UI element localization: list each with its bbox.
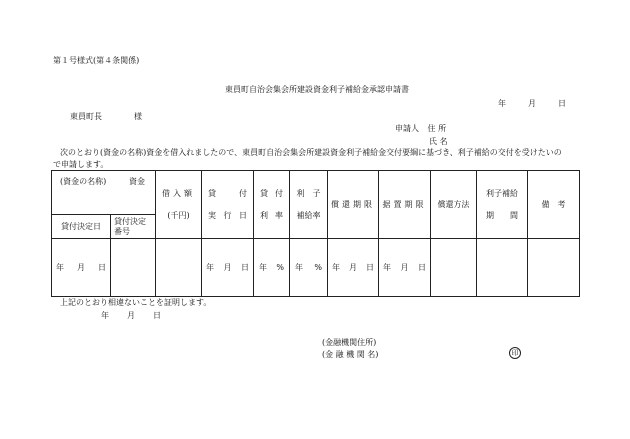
row-month-2: 月 (223, 262, 232, 272)
row-day-5: 日 (366, 262, 374, 272)
row-day-6: 日 (418, 262, 426, 272)
row-day-2: 日 (241, 262, 249, 272)
subsidy-period-top: 利子補給 (486, 189, 518, 199)
header-loan-rate (254, 171, 290, 239)
interest-label: 利 子 (296, 189, 321, 199)
row-percent-1: % (276, 262, 284, 272)
loan-right: 付 (239, 189, 247, 199)
fund-name-label: (資金の名称) (60, 177, 107, 186)
row-year-3: 年 (259, 262, 267, 272)
row-year-4: 年 (295, 262, 303, 272)
seal-mark: 印 (509, 347, 521, 359)
loan-left: 貸 (208, 189, 216, 199)
certify-month: 月 (127, 311, 135, 320)
header-remarks: 備 考 (528, 171, 580, 239)
row-month-6: 月 (400, 262, 409, 272)
certify-text: 上記のとおり相違ないことを証明します。 (60, 298, 212, 307)
cell-exec-date[interactable] (202, 239, 254, 297)
cell-decision-date[interactable] (52, 239, 111, 297)
applicant-address-label: 住 所 (427, 124, 447, 133)
header-subsidy-period (477, 171, 528, 239)
cell-loan-amount[interactable] (156, 239, 202, 297)
addressee-name: 東員町長 (70, 112, 102, 121)
header-loan-amount (156, 171, 202, 239)
rate-left: 利 (260, 210, 268, 220)
row-year-2: 年 (206, 262, 214, 272)
cell-decision-no[interactable] (111, 239, 156, 297)
applicant-label: 申請人 (395, 124, 419, 133)
cell-repay-method[interactable] (431, 239, 477, 297)
applicant-name-label: 氏 名 (429, 137, 448, 146)
header-repay-method: 償還方法 (431, 171, 477, 239)
addressee-honorific: 様 (134, 112, 142, 121)
exec-right: 日 (239, 210, 247, 220)
cell-repay-period[interactable] (328, 239, 379, 297)
subsidy-period-bottom: 期 間 (486, 210, 518, 220)
row-year-1: 年 (56, 262, 64, 272)
date-year: 年 (498, 99, 506, 108)
cell-deferral-period[interactable] (379, 239, 431, 297)
loan-amount-label: 借入額 (162, 189, 195, 199)
rate-right: 率 (275, 210, 283, 220)
fund-label: 資金 (129, 177, 145, 186)
application-table (51, 170, 580, 297)
applicant-address (395, 125, 446, 133)
date-month: 月 (528, 99, 536, 108)
exec-mid: 行 (223, 210, 232, 220)
document-title: 東員町自治会集会所建設資金利子補給金承認申請書 (225, 85, 409, 94)
header-loan-decision-date: 貸付決定日 (52, 215, 111, 239)
certify-year: 年 (101, 311, 109, 320)
header-loan-decision-no (111, 215, 156, 239)
body-text-line1: 次のとおり(資金の名称)資金を借入れましたので、東員町自治会集会所建設資金利子補給金交付要綱に基づき、利子補給の交付を受けたいの (60, 148, 562, 157)
row-year-6: 年 (383, 262, 391, 272)
header-deferral-period: 据置期限 (379, 171, 431, 239)
row-month-1: 月 (77, 262, 85, 272)
loan2-left: 貸 (260, 189, 268, 199)
form-number: 第１号様式(第４条関係) (53, 56, 140, 65)
cell-subsidy-rate[interactable] (290, 239, 328, 297)
exec-left: 実 (208, 210, 216, 220)
header-loan-exec-date (202, 171, 254, 239)
loan2-right: 付 (275, 189, 283, 199)
loan-decision-no-line1: 貸付決定 (114, 217, 146, 227)
body-text-line2: で申請します。 (53, 160, 109, 169)
bank-address-label: (金融機関住所) (322, 338, 377, 347)
date-day: 日 (558, 99, 566, 108)
row-percent-2: % (314, 262, 322, 272)
certify-day: 日 (153, 311, 161, 320)
cell-loan-rate[interactable] (254, 239, 290, 297)
certify-date (101, 312, 161, 320)
date-line (498, 100, 566, 108)
addressee (70, 112, 142, 121)
header-fund-name (52, 171, 156, 215)
loan-amount-unit: (千円) (167, 210, 190, 220)
cell-remarks[interactable] (528, 239, 580, 297)
header-interest-subsidy-rate (290, 171, 328, 239)
row-year-5: 年 (332, 262, 340, 272)
cell-subsidy-period[interactable] (477, 239, 528, 297)
row-month-5: 月 (349, 262, 357, 272)
loan-decision-no-line2: 番号 (114, 226, 130, 236)
bank-name-label: (金 融 機 関 名) (322, 350, 379, 359)
header-repay-period: 償還期限 (328, 171, 379, 239)
subsidy-rate-label: 補給率 (296, 210, 321, 220)
row-day-1: 日 (98, 262, 106, 272)
